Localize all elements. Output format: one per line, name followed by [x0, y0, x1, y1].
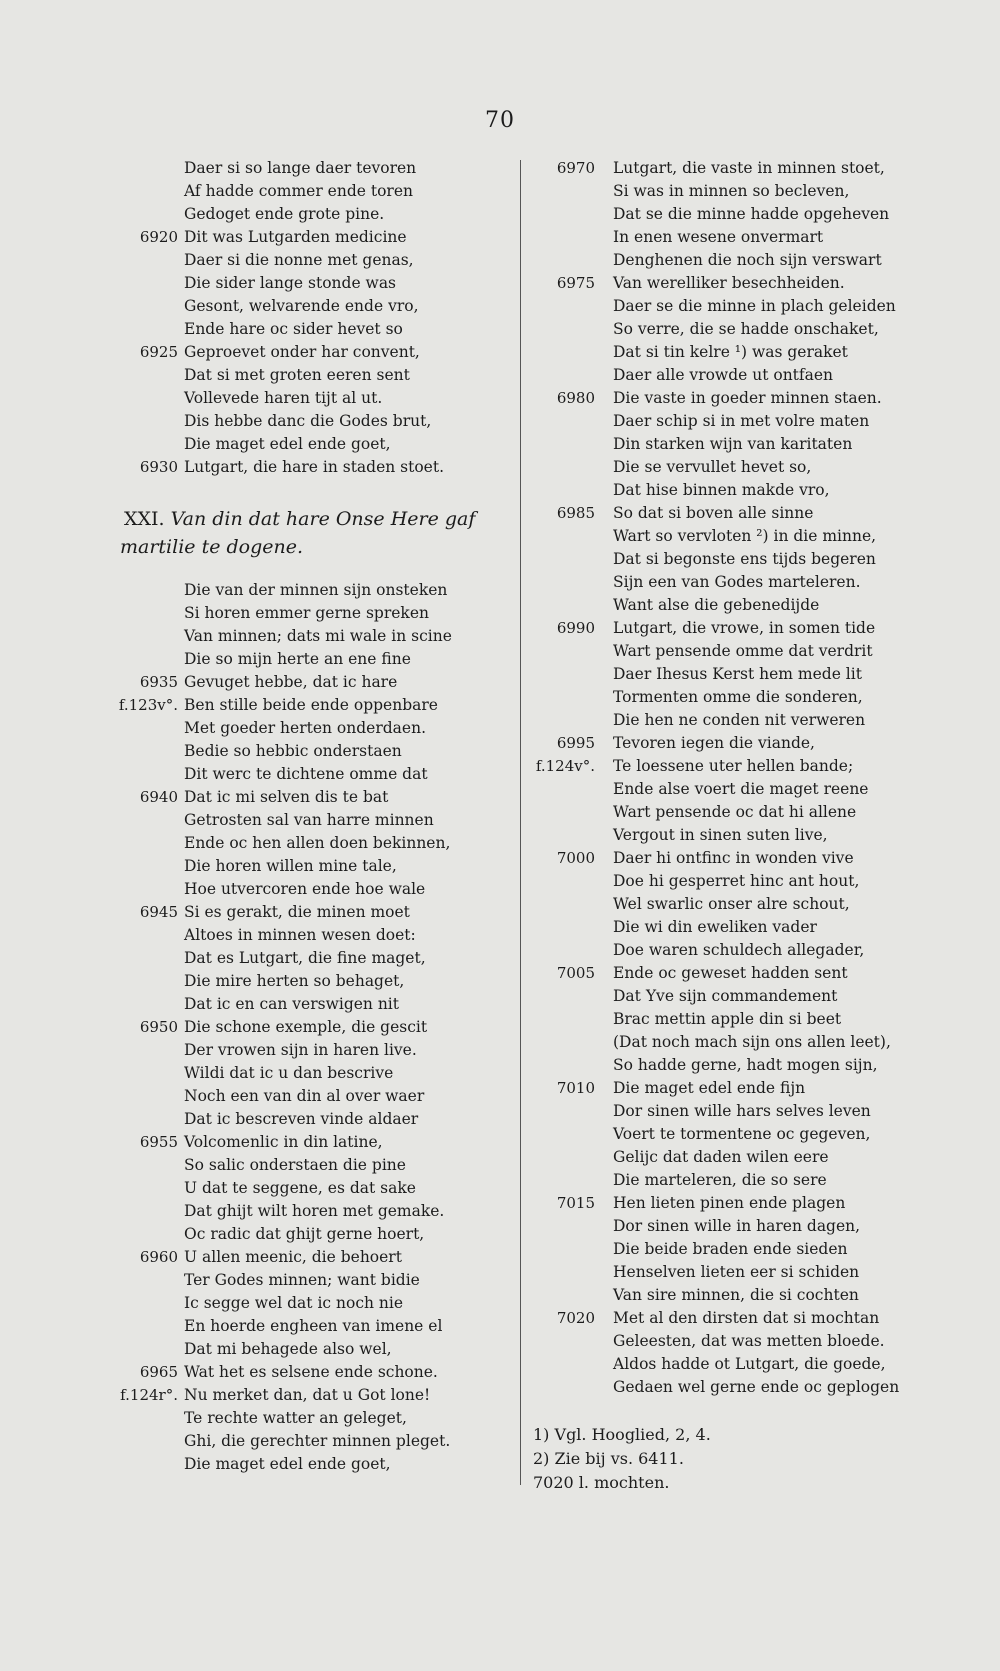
verse-text: Die van der minnen sijn onsteken — [184, 581, 448, 599]
verse-line — [533, 318, 973, 341]
verse-line — [533, 962, 973, 985]
verse-text: Aldos hadde ot Lutgart, die goede, — [613, 1355, 886, 1373]
column-divider — [520, 160, 521, 1485]
verse-text: Denghenen die noch sijn verswart — [613, 251, 882, 269]
verse-line — [100, 1062, 510, 1085]
verse-line — [533, 801, 973, 824]
verse-text: Hoe utvercoren ende hoe wale — [184, 880, 426, 898]
verse-text: Die schone exemple, die gescit — [184, 1018, 428, 1036]
verse-line — [100, 1131, 510, 1154]
verse-line — [100, 1085, 510, 1108]
verse-text: Daer si die nonne met genas, — [184, 251, 414, 269]
verse-text: Dor sinen wille hars selves leven — [613, 1102, 871, 1120]
verse-line — [100, 249, 510, 272]
verse-text: Dit werc te dichtene omme dat — [184, 765, 428, 783]
verse-line — [533, 870, 973, 893]
verse-text: U allen meenic, die behoert — [184, 1248, 402, 1266]
verse-line — [100, 855, 510, 878]
verse-text: Dat ic mi selven dis te bat — [184, 788, 389, 806]
verse-number: 6945 — [139, 903, 178, 921]
verse-text: Tevoren iegen die viande, — [613, 734, 815, 752]
verse-line — [533, 1077, 973, 1100]
verse-text: Die vaste in goeder minnen staen. — [613, 389, 882, 407]
verse-text: Ter Godes minnen; want bidie — [184, 1271, 420, 1289]
verse-number: 6980 — [556, 389, 595, 407]
verse-text: Wildi dat ic u dan bescrive — [184, 1064, 394, 1082]
verse-text: Der vrowen sijn in haren live. — [184, 1041, 417, 1059]
verse-text: Si es gerakt, die minen moet — [184, 903, 410, 921]
verse-line — [533, 916, 973, 939]
verse-text: Tormenten omme die sonderen, — [613, 688, 863, 706]
verse-line — [100, 993, 510, 1016]
verse-line — [100, 648, 510, 671]
verse-line — [100, 901, 510, 924]
verse-line — [100, 671, 510, 694]
right-column — [533, 157, 973, 1495]
verse-line — [100, 364, 510, 387]
verse-text: Ben stille beide ende oppenbare — [184, 696, 438, 714]
verse-line — [533, 594, 973, 617]
verse-text: Met goeder herten onderdaen. — [184, 719, 426, 737]
verse-line — [533, 1146, 973, 1169]
verse-line — [533, 755, 973, 778]
verse-line — [533, 1008, 973, 1031]
verse-text: Volcomenlic in din latine, — [184, 1133, 383, 1151]
left-verses-bottom — [100, 579, 510, 1476]
verse-text: Ende oc hen allen doen bekinnen, — [184, 834, 451, 852]
verse-text: Gesont, welvarende ende vro, — [184, 297, 419, 315]
verse-text: Gedaen wel gerne ende oc geplogen — [613, 1378, 900, 1396]
verse-text: Lutgart, die vaste in minnen stoet, — [613, 159, 885, 177]
verse-text: Dat ghijt wilt horen met gemake. — [184, 1202, 445, 1220]
verse-text: Dat hise binnen makde vro, — [613, 481, 830, 499]
footnote: 1) Vgl. Hooglied, 2, 4. — [533, 1425, 711, 1444]
verse-line — [100, 1453, 510, 1476]
verse-text: Die hen ne conden nit verweren — [613, 711, 866, 729]
verse-text: Te rechte watter an geleget, — [184, 1409, 407, 1427]
verse-line — [100, 1430, 510, 1453]
verse-text: Dat si met groten eeren sent — [184, 366, 410, 384]
verse-line — [100, 1269, 510, 1292]
verse-text: Daer hi ontfinc in wonden vive — [613, 849, 854, 867]
verse-text: Henselven lieten eer si schiden — [613, 1263, 860, 1281]
verse-text: Wart so vervloten ²) in die minne, — [613, 527, 877, 545]
verse-number: f.123v°. — [118, 696, 178, 714]
verse-line — [100, 226, 510, 249]
verse-line — [533, 778, 973, 801]
verse-text: Want alse die gebenedijde — [613, 596, 820, 614]
verse-text: Dat se die minne hadde opgeheven — [613, 205, 890, 223]
verse-line — [533, 295, 973, 318]
verse-text: Gevuget hebbe, dat ic hare — [184, 673, 398, 691]
verse-text: Daer Ihesus Kerst hem mede lit — [613, 665, 862, 683]
verse-text: Bedie so hebbic onderstaen — [184, 742, 402, 760]
verse-line — [100, 1338, 510, 1361]
verse-text: Si horen emmer gerne spreken — [184, 604, 429, 622]
verse-line — [533, 1330, 973, 1353]
verse-line — [533, 203, 973, 226]
verse-line — [100, 924, 510, 947]
verse-line — [100, 1039, 510, 1062]
verse-text: Ic segge wel dat ic noch nie — [184, 1294, 404, 1312]
verse-text: Getrosten sal van harre minnen — [184, 811, 434, 829]
verse-text: Met al den dirsten dat si mochtan — [613, 1309, 880, 1327]
verse-number: 6925 — [139, 343, 178, 361]
verse-line — [533, 1261, 973, 1284]
verse-number: 6975 — [556, 274, 595, 292]
verse-text: Van werelliker besechheiden. — [613, 274, 845, 292]
verse-text: Die beide braden ende sieden — [613, 1240, 848, 1258]
verse-line — [533, 663, 973, 686]
verse-text: Ende hare oc sider hevet so — [184, 320, 403, 338]
verse-line — [100, 272, 510, 295]
verse-line — [533, 1215, 973, 1238]
verse-line — [533, 226, 973, 249]
verse-line — [533, 709, 973, 732]
page-number: 70 — [485, 108, 515, 133]
verse-line — [100, 832, 510, 855]
verse-line — [533, 249, 973, 272]
verse-text: Wel swarlic onser alre schout, — [613, 895, 850, 913]
verse-text: Die se vervullet hevet so, — [613, 458, 812, 476]
verse-text: Din starken wijn van karitaten — [613, 435, 853, 453]
verse-text: Dat Yve sijn commandement — [613, 987, 838, 1005]
verse-number: 7000 — [556, 849, 595, 867]
verse-line — [100, 433, 510, 456]
verse-number: 7010 — [556, 1079, 595, 1097]
verse-text: Si was in minnen so becleven, — [613, 182, 850, 200]
verse-text: In enen wesene onvermart — [613, 228, 824, 246]
verse-number: 6960 — [139, 1248, 178, 1266]
verse-line — [533, 525, 973, 548]
verse-line — [100, 878, 510, 901]
verse-line — [100, 1016, 510, 1039]
verse-text: Die sider lange stonde was — [184, 274, 397, 292]
verse-text: Doe hi gesperret hinc ant hout, — [613, 872, 860, 890]
verse-text: So dat si boven alle sinne — [613, 504, 814, 522]
verse-line — [533, 479, 973, 502]
verse-line — [533, 732, 973, 755]
verse-line — [100, 1384, 510, 1407]
verse-line — [533, 157, 973, 180]
verse-number: 6990 — [556, 619, 595, 637]
verse-text: Dat es Lutgart, die fine maget, — [184, 949, 426, 967]
verse-text: Die so mijn herte an ene fine — [184, 650, 411, 668]
verse-text: Daer si so lange daer tevoren — [184, 159, 417, 177]
verse-text: Lutgart, die hare in staden stoet. — [184, 458, 445, 476]
verse-line — [533, 824, 973, 847]
verse-line — [533, 1307, 973, 1330]
verse-line — [533, 1238, 973, 1261]
verse-line — [533, 548, 973, 571]
verse-line — [533, 847, 973, 870]
verse-line — [100, 1407, 510, 1430]
verse-number: 6965 — [139, 1363, 178, 1381]
verse-line — [100, 809, 510, 832]
verse-text: Voert te tormentene oc gegeven, — [613, 1125, 871, 1143]
verse-line — [100, 410, 510, 433]
verse-text: Brac mettin apple din si beet — [613, 1010, 842, 1028]
verse-number: 6970 — [556, 159, 595, 177]
verse-line — [100, 1315, 510, 1338]
verse-line — [533, 1100, 973, 1123]
verse-text: Doe waren schuldech allegader, — [613, 941, 865, 959]
verse-line — [533, 1284, 973, 1307]
verse-text: Geleesten, dat was metten bloede. — [613, 1332, 885, 1350]
verse-line — [100, 1292, 510, 1315]
verse-text: Die maget edel ende goet, — [184, 1455, 391, 1473]
verse-line — [100, 387, 510, 410]
verse-text: Dat mi behagede also wel, — [184, 1340, 392, 1358]
verse-text: Daer se die minne in plach geleiden — [613, 297, 896, 315]
verse-text: Oc radic dat ghijt gerne hoert, — [184, 1225, 425, 1243]
verse-line — [100, 1177, 510, 1200]
verse-text: Die horen willen mine tale, — [184, 857, 397, 875]
verse-line — [100, 694, 510, 717]
verse-text: Ghi, die gerechter minnen pleget. — [184, 1432, 451, 1450]
verse-line — [533, 985, 973, 1008]
verse-number: 6995 — [556, 734, 595, 752]
verse-text: Dis hebbe danc die Godes brut, — [184, 412, 432, 430]
verse-text: So salic onderstaen die pine — [184, 1156, 406, 1174]
verse-line — [100, 203, 510, 226]
verse-line — [533, 502, 973, 525]
verse-text: Hen lieten pinen ende plagen — [613, 1194, 846, 1212]
verse-line — [533, 180, 973, 203]
verse-text: Die maget edel ende fijn — [613, 1079, 806, 1097]
verse-text: Dat si tin kelre ¹) was geraket — [613, 343, 848, 361]
verse-text: Dat si begonste ens tijds begeren — [613, 550, 876, 568]
verse-line — [533, 387, 973, 410]
verse-line — [533, 939, 973, 962]
verse-number: 7015 — [556, 1194, 595, 1212]
verse-number: 6935 — [139, 673, 178, 691]
verse-line — [533, 1123, 973, 1146]
verse-number: 6950 — [139, 1018, 178, 1036]
verse-text: Van minnen; dats mi wale in scine — [184, 627, 452, 645]
footnotes — [533, 1423, 973, 1495]
verse-text: Altoes in minnen wesen doet: — [184, 926, 416, 944]
verse-text: Vollevede haren tijt al ut. — [184, 389, 383, 407]
verse-line — [533, 617, 973, 640]
verse-number: f.124r°. — [120, 1386, 178, 1404]
verse-line — [533, 893, 973, 916]
verse-number: 6940 — [139, 788, 178, 806]
verse-line — [100, 157, 510, 180]
verse-line — [100, 763, 510, 786]
verse-line — [533, 341, 973, 364]
verse-line — [533, 686, 973, 709]
verse-number: 6985 — [556, 504, 595, 522]
verse-text: Wart pensende omme dat verdrit — [613, 642, 873, 660]
verse-line — [100, 456, 510, 479]
footnote: 2) Zie bij vs. 6411. — [533, 1449, 684, 1468]
verse-line — [100, 740, 510, 763]
chapter-title-part1: Van din dat hare Onse Here gaf — [170, 508, 476, 530]
chapter-heading — [100, 505, 534, 561]
verse-text: Nu merket dan, dat u Got lone! — [184, 1386, 431, 1404]
verse-line — [100, 341, 510, 364]
verse-text: Gelijc dat daden wilen eere — [613, 1148, 829, 1166]
verse-line — [533, 456, 973, 479]
verse-text: Dat ic en can verswigen nit — [184, 995, 399, 1013]
verse-text: (Dat noch mach sijn ons allen leet), — [613, 1033, 891, 1051]
verse-text: Lutgart, die vrowe, in somen tide — [613, 619, 876, 637]
verse-line — [533, 1376, 973, 1399]
verse-text: So verre, die se hadde onschaket, — [613, 320, 879, 338]
verse-number: f.124v°. — [535, 757, 595, 775]
verse-line — [100, 786, 510, 809]
verse-line — [100, 1108, 510, 1131]
verse-text: Sijn een van Godes marteleren. — [613, 573, 861, 591]
verse-line — [533, 364, 973, 387]
left-column — [100, 157, 510, 1476]
verse-line — [533, 571, 973, 594]
verse-line — [100, 180, 510, 203]
verse-text: Ende alse voert die maget reene — [613, 780, 869, 798]
verse-line — [533, 1054, 973, 1077]
verse-text: Wat het es selsene ende schone. — [184, 1363, 438, 1381]
verse-text: Ende oc geweset hadden sent — [613, 964, 848, 982]
verse-text: Wart pensende oc dat hi allene — [613, 803, 857, 821]
verse-line — [100, 1361, 510, 1384]
verse-text: Te loessene uter hellen bande; — [613, 757, 854, 775]
verse-line — [100, 970, 510, 993]
verse-text: Vergout in sinen suten live, — [613, 826, 828, 844]
verse-number: 6930 — [139, 458, 178, 476]
verse-text: Geproevet onder har convent, — [184, 343, 420, 361]
verse-text: Die wi din eweliken vader — [613, 918, 817, 936]
verse-number: 7020 — [556, 1309, 595, 1327]
verse-line — [533, 1169, 973, 1192]
verse-line — [100, 625, 510, 648]
verse-line — [100, 1154, 510, 1177]
verse-line — [100, 1223, 510, 1246]
verse-text: Die marteleren, die so sere — [613, 1171, 827, 1189]
verse-text: So hadde gerne, hadt mogen sijn, — [613, 1056, 878, 1074]
verse-line — [100, 602, 510, 625]
verse-line — [533, 272, 973, 295]
verse-line — [100, 1246, 510, 1269]
verse-text: Dor sinen wille in haren dagen, — [613, 1217, 861, 1235]
verse-text: Daer schip si in met volre maten — [613, 412, 870, 430]
verse-text: Van sire minnen, die si cochten — [613, 1286, 859, 1304]
verse-line — [533, 433, 973, 456]
verse-line — [533, 410, 973, 433]
verse-text: Die maget edel ende goet, — [184, 435, 391, 453]
verse-line — [533, 640, 973, 663]
verse-line — [100, 1200, 510, 1223]
verse-line — [100, 318, 510, 341]
verse-text: Gedoget ende grote pine. — [184, 205, 385, 223]
verse-text: En hoerde engheen van imene el — [184, 1317, 443, 1335]
verse-line — [100, 717, 510, 740]
verse-text: Noch een van din al over waer — [184, 1087, 425, 1105]
verse-number: 6920 — [139, 228, 178, 246]
left-verses-top — [100, 157, 510, 479]
right-verses — [533, 157, 973, 1399]
verse-number: 6955 — [139, 1133, 178, 1151]
verse-number: 7005 — [556, 964, 595, 982]
verse-line — [533, 1353, 973, 1376]
verse-line — [100, 947, 510, 970]
verse-line — [100, 579, 510, 602]
verse-line — [533, 1031, 973, 1054]
verse-line — [533, 1192, 973, 1215]
chapter-title-part2: martilie te dogene. — [120, 536, 304, 558]
verse-text: Dat ic bescreven vinde aldaer — [184, 1110, 419, 1128]
verse-text: Die mire herten so behaget, — [184, 972, 405, 990]
footnote: 7020 l. mochten. — [533, 1473, 670, 1492]
verse-line — [100, 295, 510, 318]
chapter-numeral: XXI. — [124, 508, 165, 530]
verse-text: Af hadde commer ende toren — [184, 182, 413, 200]
verse-text: Daer alle vrowde ut ontfaen — [613, 366, 834, 384]
verse-text: Dit was Lutgarden medicine — [184, 228, 407, 246]
verse-text: U dat te seggene, es dat sake — [184, 1179, 416, 1197]
